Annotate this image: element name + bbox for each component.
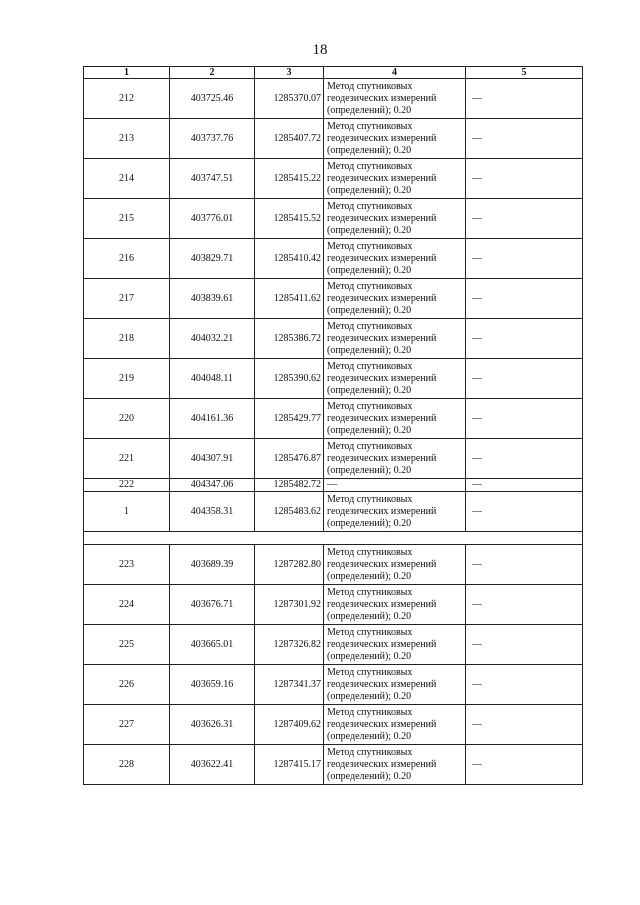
point-number-cell: 226	[84, 665, 170, 705]
point-number-cell: 219	[84, 359, 170, 399]
x-coordinate-cell: 403622.41	[170, 745, 255, 785]
point-number-cell: 228	[84, 745, 170, 785]
table-row	[84, 545, 583, 585]
x-coordinate-cell: 403839.61	[170, 279, 255, 319]
method-cell: Метод спутниковых геодезических измерений (определений); 0.20	[324, 359, 466, 399]
note-cell: —	[466, 319, 583, 359]
table-header-row	[84, 67, 583, 79]
note-cell: —	[466, 119, 583, 159]
x-coordinate-cell: 403776.01	[170, 199, 255, 239]
point-number-cell: 218	[84, 319, 170, 359]
method-cell: Метод спутниковых геодезических измерений (определений); 0.20	[324, 585, 466, 625]
point-number-cell: 223	[84, 545, 170, 585]
y-coordinate-cell: 1287415.17	[255, 745, 324, 785]
method-cell: Метод спутниковых геодезических измерений (определений); 0.20	[324, 745, 466, 785]
table-row	[84, 665, 583, 705]
y-coordinate-cell: 1287326.82	[255, 625, 324, 665]
y-coordinate-cell: 1285386.72	[255, 319, 324, 359]
y-coordinate-cell: 1287282.80	[255, 545, 324, 585]
point-number-cell: 224	[84, 585, 170, 625]
x-coordinate-cell: 404032.21	[170, 319, 255, 359]
x-coordinate-cell: 403689.39	[170, 545, 255, 585]
point-number-cell: 214	[84, 159, 170, 199]
note-cell: —	[466, 479, 583, 492]
column-header: 3	[255, 67, 324, 79]
method-cell: Метод спутниковых геодезических измерений (определений); 0.20	[324, 399, 466, 439]
point-number-cell: 216	[84, 239, 170, 279]
y-coordinate-cell: 1287341.37	[255, 665, 324, 705]
method-cell: Метод спутниковых геодезических измерений (определений); 0.20	[324, 665, 466, 705]
point-number-cell: 221	[84, 439, 170, 479]
point-number-cell: 227	[84, 705, 170, 745]
x-coordinate-cell: 403725.46	[170, 79, 255, 119]
y-coordinate-cell: 1285410.42	[255, 239, 324, 279]
note-cell: —	[466, 279, 583, 319]
note-cell: —	[466, 625, 583, 665]
x-coordinate-cell: 404307.91	[170, 439, 255, 479]
x-coordinate-cell: 404347.06	[170, 479, 255, 492]
note-cell: —	[466, 399, 583, 439]
method-cell: Метод спутниковых геодезических измерений (определений); 0.20	[324, 119, 466, 159]
x-coordinate-cell: 403659.16	[170, 665, 255, 705]
note-cell: —	[466, 665, 583, 705]
point-number-cell: 215	[84, 199, 170, 239]
x-coordinate-cell: 403626.31	[170, 705, 255, 745]
table-row	[84, 745, 583, 785]
table-row	[84, 239, 583, 279]
y-coordinate-cell: 1285390.62	[255, 359, 324, 399]
table-row	[84, 439, 583, 479]
table-row	[84, 119, 583, 159]
y-coordinate-cell: 1285483.62	[255, 492, 324, 532]
table-row	[84, 279, 583, 319]
table-row	[84, 705, 583, 745]
x-coordinate-cell: 404048.11	[170, 359, 255, 399]
note-cell: —	[466, 199, 583, 239]
point-number-cell: 220	[84, 399, 170, 439]
point-number-cell: 217	[84, 279, 170, 319]
x-coordinate-cell: 403737.76	[170, 119, 255, 159]
column-header: 4	[324, 67, 466, 79]
table-row	[84, 585, 583, 625]
x-coordinate-cell: 404161.36	[170, 399, 255, 439]
table-row	[84, 359, 583, 399]
table-row	[84, 399, 583, 439]
method-cell: Метод спутниковых геодезических измерений (определений); 0.20	[324, 545, 466, 585]
separator-cell	[84, 532, 583, 545]
method-cell: Метод спутниковых геодезических измерений (определений); 0.20	[324, 279, 466, 319]
method-cell: Метод спутниковых геодезических измерений (определений); 0.20	[324, 625, 466, 665]
section-separator-row	[84, 532, 583, 545]
table-row	[84, 319, 583, 359]
table-row	[84, 79, 583, 119]
column-header: 5	[466, 67, 583, 79]
x-coordinate-cell: 404358.31	[170, 492, 255, 532]
page-number: 18	[312, 42, 328, 58]
y-coordinate-cell: 1285482.72	[255, 479, 324, 492]
method-cell: Метод спутниковых геодезических измерений (определений); 0.20	[324, 199, 466, 239]
point-number-cell: 222	[84, 479, 170, 492]
method-cell: Метод спутниковых геодезических измерений (определений); 0.20	[324, 159, 466, 199]
y-coordinate-cell: 1285415.22	[255, 159, 324, 199]
point-number-cell: 225	[84, 625, 170, 665]
y-coordinate-cell: 1285411.62	[255, 279, 324, 319]
table-row	[84, 199, 583, 239]
method-cell: Метод спутниковых геодезических измерений (определений); 0.20	[324, 79, 466, 119]
point-number-cell: 213	[84, 119, 170, 159]
note-cell: —	[466, 492, 583, 532]
x-coordinate-cell: 403747.51	[170, 159, 255, 199]
table-row	[84, 492, 583, 532]
column-header: 2	[170, 67, 255, 79]
method-cell: Метод спутниковых геодезических измерений (определений); 0.20	[324, 492, 466, 532]
point-number-cell: 212	[84, 79, 170, 119]
x-coordinate-cell: 403665.01	[170, 625, 255, 665]
x-coordinate-cell: 403829.71	[170, 239, 255, 279]
y-coordinate-cell: 1285429.77	[255, 399, 324, 439]
y-coordinate-cell: 1285415.52	[255, 199, 324, 239]
note-cell: —	[466, 545, 583, 585]
y-coordinate-cell: 1285476.87	[255, 439, 324, 479]
note-cell: —	[466, 79, 583, 119]
x-coordinate-cell: 403676.71	[170, 585, 255, 625]
table-row	[84, 159, 583, 199]
y-coordinate-cell: 1285370.07	[255, 79, 324, 119]
coordinates-table	[83, 66, 583, 785]
note-cell: —	[466, 585, 583, 625]
method-cell: Метод спутниковых геодезических измерений (определений); 0.20	[324, 705, 466, 745]
note-cell: —	[466, 745, 583, 785]
note-cell: —	[466, 359, 583, 399]
point-number-cell: 1	[84, 492, 170, 532]
method-cell: —	[324, 479, 466, 492]
method-cell: Метод спутниковых геодезических измерений (определений); 0.20	[324, 319, 466, 359]
note-cell: —	[466, 705, 583, 745]
y-coordinate-cell: 1287409.62	[255, 705, 324, 745]
y-coordinate-cell: 1287301.92	[255, 585, 324, 625]
table-row	[84, 479, 583, 492]
table-row	[84, 625, 583, 665]
note-cell: —	[466, 239, 583, 279]
y-coordinate-cell: 1285407.72	[255, 119, 324, 159]
note-cell: —	[466, 439, 583, 479]
column-header: 1	[84, 67, 170, 79]
note-cell: —	[466, 159, 583, 199]
method-cell: Метод спутниковых геодезических измерений (определений); 0.20	[324, 239, 466, 279]
method-cell: Метод спутниковых геодезических измерений (определений); 0.20	[324, 439, 466, 479]
